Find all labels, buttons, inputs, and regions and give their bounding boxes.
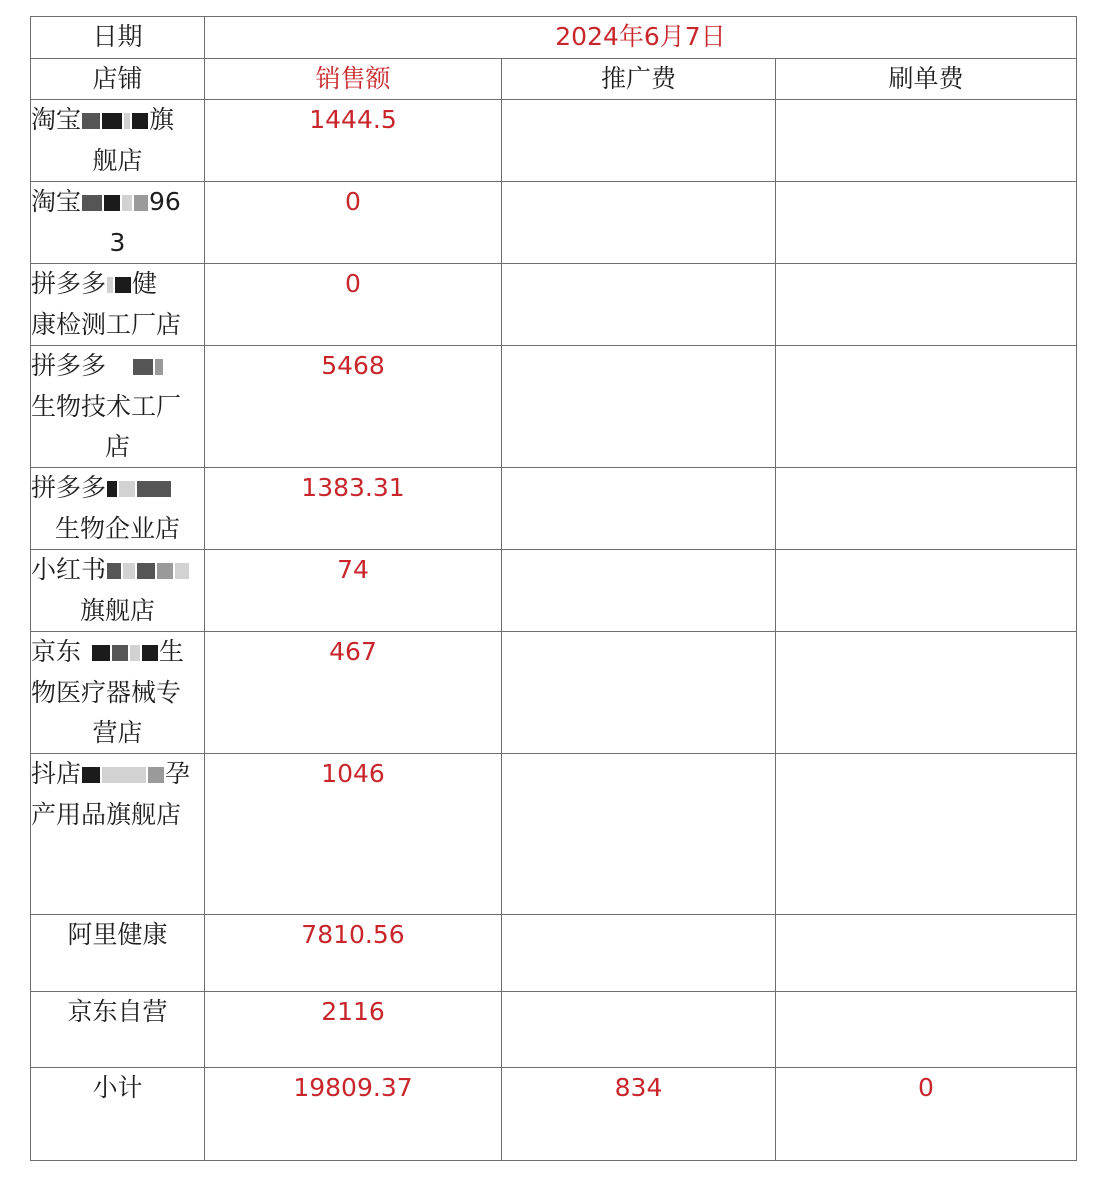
table-row	[31, 100, 1077, 182]
date-row	[31, 17, 1077, 59]
store-name-part: 孕	[165, 759, 191, 788]
store-name-part: 京东自营	[67, 997, 168, 1026]
brush-cell	[776, 754, 1077, 915]
promo-cell	[502, 992, 776, 1068]
table-row	[31, 915, 1077, 992]
subtotal-brush: 0	[776, 1068, 1077, 1161]
table-row	[31, 754, 1077, 915]
store-name-part: 拼多多	[31, 269, 107, 298]
table-row	[31, 992, 1077, 1068]
store-name-part: 拼多多	[31, 473, 107, 502]
store-header: 店铺	[31, 59, 205, 100]
store-cell	[31, 468, 205, 550]
store-name-part: 生物企业店	[54, 514, 180, 543]
subtotal-label: 小计	[31, 1068, 205, 1161]
redacted-mask	[81, 101, 149, 141]
header-row	[31, 59, 1077, 100]
store-cell	[31, 346, 205, 468]
store-name-part: 淘宝	[31, 187, 82, 216]
sales-cell: 1046	[205, 754, 502, 915]
table-row	[31, 632, 1077, 754]
store-name-part: 3	[109, 228, 126, 257]
brush-cell	[776, 182, 1077, 264]
brush-cell	[776, 992, 1077, 1068]
brush-header: 刷单费	[776, 59, 1077, 100]
store-cell	[31, 754, 205, 915]
sales-header: 销售额	[205, 59, 502, 100]
store-name-part: 生物技术工厂	[31, 392, 182, 421]
store-cell	[31, 182, 205, 264]
promo-header: 推广费	[502, 59, 776, 100]
sales-cell: 467	[205, 632, 502, 754]
subtotal-sales: 19809.37	[205, 1068, 502, 1161]
redacted-mask	[106, 469, 172, 509]
store-cell	[31, 632, 205, 754]
store-name-part: 旗	[149, 105, 175, 134]
promo-cell	[502, 468, 776, 550]
store-cell	[31, 100, 205, 182]
store-name-part: 产用品旗舰店	[31, 800, 182, 829]
store-name-part: 营店	[92, 718, 143, 747]
store-cell	[31, 992, 205, 1068]
redacted-mask	[106, 551, 190, 591]
subtotal-promo: 834	[502, 1068, 776, 1161]
sales-cell: 5468	[205, 346, 502, 468]
store-name-part: 京东	[31, 637, 82, 666]
table-row	[31, 264, 1077, 346]
sales-table	[30, 16, 1077, 1161]
brush-cell	[776, 550, 1077, 632]
store-name-part: 抖店	[31, 759, 82, 788]
promo-cell	[502, 182, 776, 264]
brush-cell	[776, 346, 1077, 468]
brush-cell	[776, 632, 1077, 754]
sales-cell: 2116	[205, 992, 502, 1068]
date-value: 2024年6月7日	[205, 17, 1077, 59]
redacted-mask	[81, 183, 149, 223]
promo-cell	[502, 550, 776, 632]
promo-cell	[502, 346, 776, 468]
store-name-part: 阿里健康	[67, 920, 168, 949]
redacted-mask	[91, 633, 159, 673]
table-row	[31, 468, 1077, 550]
sales-cell: 0	[205, 264, 502, 346]
promo-cell	[502, 264, 776, 346]
subtotal-row	[31, 1068, 1077, 1161]
store-cell	[31, 264, 205, 346]
store-name-part: 舰店	[92, 146, 143, 175]
store-name-part: 拼多多	[31, 351, 107, 380]
store-cell	[31, 550, 205, 632]
brush-cell	[776, 264, 1077, 346]
store-name-part: 淘宝	[31, 105, 82, 134]
date-label: 日期	[31, 17, 205, 59]
sales-cell: 1383.31	[205, 468, 502, 550]
store-name-part: 健	[132, 269, 158, 298]
store-name-part: 店	[104, 432, 130, 461]
sales-cell: 0	[205, 182, 502, 264]
store-name-part: 96	[149, 187, 181, 216]
promo-cell	[502, 100, 776, 182]
store-cell	[31, 915, 205, 992]
store-name-part: 物医疗器械专	[31, 678, 182, 707]
redacted-mask	[132, 347, 164, 387]
table-row	[31, 550, 1077, 632]
sales-cell: 74	[205, 550, 502, 632]
promo-cell	[502, 754, 776, 915]
table-row	[31, 182, 1077, 264]
brush-cell	[776, 100, 1077, 182]
promo-cell	[502, 632, 776, 754]
store-name-part: 旗舰店	[79, 596, 155, 625]
store-name-part: 康检测工厂店	[31, 310, 182, 339]
store-name-part: 小红书	[31, 555, 107, 584]
store-name-part: 生	[159, 637, 185, 666]
redacted-mask	[106, 265, 132, 305]
sales-cell: 1444.5	[205, 100, 502, 182]
table-row	[31, 346, 1077, 468]
redacted-mask	[81, 755, 165, 795]
brush-cell	[776, 468, 1077, 550]
sales-cell: 7810.56	[205, 915, 502, 992]
brush-cell	[776, 915, 1077, 992]
promo-cell	[502, 915, 776, 992]
